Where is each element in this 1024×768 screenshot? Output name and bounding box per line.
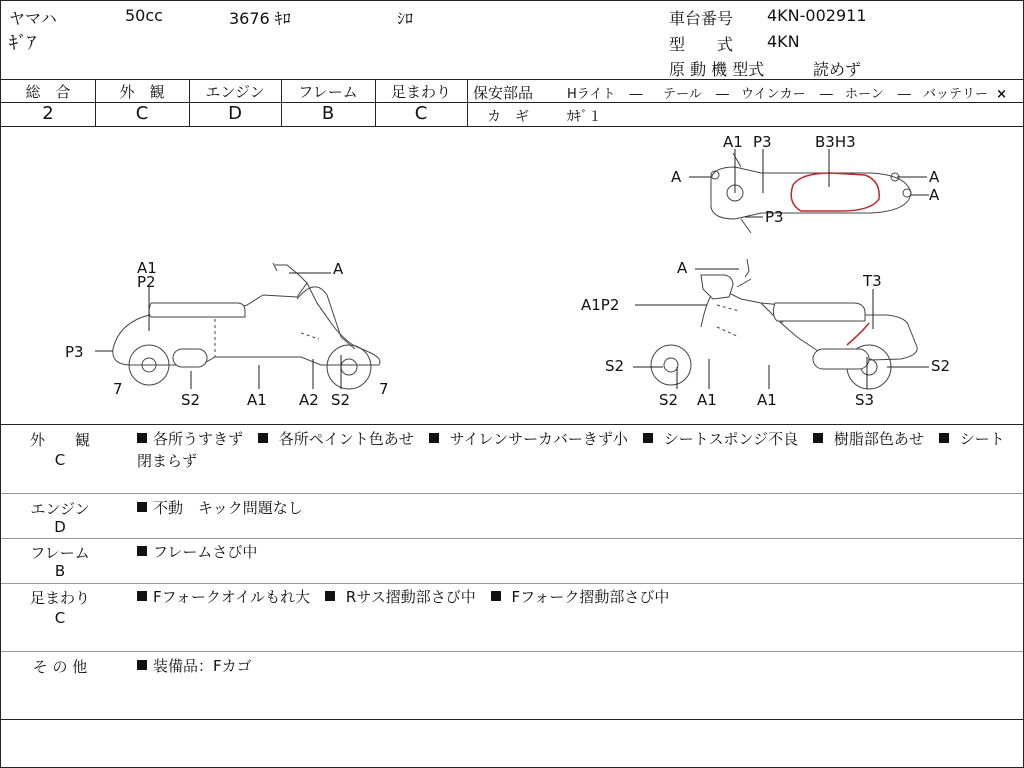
remark-suspension-text [137, 586, 1007, 608]
bullet-icon [137, 660, 147, 670]
safety-item-mark: ― [897, 87, 911, 102]
diagram-label: A1 [247, 391, 267, 409]
remark-engine-text [137, 497, 1007, 519]
bullet-icon [325, 591, 335, 601]
safety-item-name: ウインカー [741, 87, 806, 102]
remark-other-label: そ の 他 [32, 658, 88, 676]
remark-other-text [137, 655, 1007, 677]
model-name: ｷﾞｱ [9, 33, 36, 54]
safety-item [741, 83, 833, 102]
remark-frame-label: フレーム [30, 544, 90, 562]
divider [1, 583, 1023, 584]
diagram-label: S2 [181, 391, 201, 409]
remark-other-content: 装備品：Fカゴ [153, 657, 252, 675]
grade-engine-value: D [228, 103, 242, 124]
type-value: 4KN [767, 32, 800, 51]
diagram-label: S3 [855, 391, 875, 409]
remark-engine-label: エンジン [30, 500, 90, 518]
bullet-icon [429, 433, 439, 443]
diagram-label: P3 [765, 208, 784, 226]
remark-exterior-label: 外 観 [29, 431, 90, 449]
diagram-label: 7 [379, 380, 389, 398]
diagram-label: T3 [863, 272, 882, 290]
safety-item [567, 83, 643, 102]
diagram-label: P3 [753, 133, 772, 151]
chassis-label: 車台番号 [669, 9, 734, 28]
diagram-label: A1 [723, 133, 743, 151]
safety-item-name: テール [663, 87, 702, 102]
diagram-label: S2 [331, 391, 351, 409]
safety-item-mark: ― [819, 87, 833, 102]
engine-model-label: 原 動 機 型式 [669, 60, 765, 79]
bullet-icon [939, 433, 949, 443]
grade-exterior-label: 外 観 [119, 83, 165, 101]
diagram-label: A [677, 259, 688, 277]
grade-suspension-label: 足まわり [390, 83, 451, 101]
grade-overall-value: 2 [42, 103, 54, 124]
safety-item [845, 83, 911, 102]
remark-exterior-content: 各所うすきず 各所ペイント色あせ サイレンサーカバーきず小 シートスポンジ不良 樹脂部色あせ シート閉まらず [137, 430, 1005, 470]
diagram-label: A1 [757, 391, 777, 409]
diagram-label: A1P2 [581, 296, 620, 314]
key-label: カ ギ [487, 109, 529, 125]
grade-overall-label: 総 合 [25, 83, 71, 101]
key-value: ｶｷﾞ１ [567, 109, 602, 125]
bullet-icon [137, 546, 147, 556]
bullet-icon [643, 433, 653, 443]
damage-mark [847, 323, 869, 345]
grade-engine-label: エンジン [205, 83, 265, 101]
remark-suspension-grade: C [54, 609, 66, 627]
remark-suspension-label: 足まわり [29, 589, 90, 607]
safety-item-mark: ― [629, 87, 643, 102]
diagram-label: A [671, 168, 682, 186]
type-label: 型 式 [669, 35, 734, 54]
color: ｼﾛ [397, 9, 414, 28]
diagram-label: B3H3 [815, 133, 856, 151]
bullet-icon [137, 591, 147, 601]
remark-engine-grade: D [54, 518, 66, 536]
safety-item-mark: × [996, 87, 1008, 102]
divider [1, 79, 1023, 80]
safety-item-name: Hライト [567, 87, 616, 102]
divider [1, 651, 1023, 652]
safety-item [663, 83, 729, 102]
mileage: 3676 ｷﾛ [229, 9, 291, 28]
grade-frame-value: B [321, 103, 335, 124]
remark-frame-text [137, 541, 1007, 563]
grade-frame-label: フレーム [298, 83, 358, 101]
leader-lines [95, 149, 929, 389]
maker: ヤマハ [9, 9, 57, 28]
displacement: 50cc [125, 6, 163, 25]
diagram-label: A2 [299, 391, 319, 409]
bullet-icon [813, 433, 823, 443]
remark-exterior-text [137, 428, 1007, 472]
bullet-icon [258, 433, 268, 443]
chassis-value: 4KN-002911 [767, 6, 867, 25]
diagram-label: A [929, 186, 940, 204]
damage-diagram [1, 127, 1023, 424]
engine-model-value: 読めず [813, 60, 862, 79]
grade-exterior-value: C [135, 103, 149, 124]
safety-item-name: バッテリー [923, 87, 989, 102]
safety-item-name: ホーン [845, 87, 884, 102]
top-scooter-drawing [711, 153, 911, 233]
diagram-label: A1 [137, 259, 157, 277]
remark-exterior-grade: C [54, 451, 66, 469]
safety-item [923, 83, 1007, 102]
grade-suspension-value: C [414, 103, 428, 124]
divider [1, 424, 1023, 425]
remark-suspension-content: Fフォークオイルもれ大 Rサス摺動部さび中 Fフォーク摺動部さび中 [153, 588, 670, 606]
divider [1, 538, 1023, 539]
diagram-label: P2 [137, 273, 156, 291]
safety-item-mark: ― [715, 87, 729, 102]
divider [467, 102, 1023, 103]
bullet-icon [491, 591, 501, 601]
safety-label: 保安部品 [473, 84, 534, 102]
divider [1, 719, 1023, 720]
bullet-icon [137, 433, 147, 443]
damage-mark [791, 173, 879, 211]
remark-frame-grade: B [54, 562, 66, 580]
remark-frame-content: フレームさび中 [153, 543, 258, 561]
remark-engine-content: 不動 キック問題なし [153, 499, 303, 517]
bullet-icon [137, 502, 147, 512]
diagram-label: 7 [113, 380, 123, 398]
diagram-label: A1 [697, 391, 717, 409]
diagram-label: A [929, 168, 940, 186]
diagram-label: S2 [659, 391, 679, 409]
divider [1, 493, 1023, 494]
diagram-label: S2 [931, 357, 951, 375]
diagram-label: P3 [65, 343, 84, 361]
diagram-label: A [333, 260, 344, 278]
diagram-label: S2 [605, 357, 625, 375]
